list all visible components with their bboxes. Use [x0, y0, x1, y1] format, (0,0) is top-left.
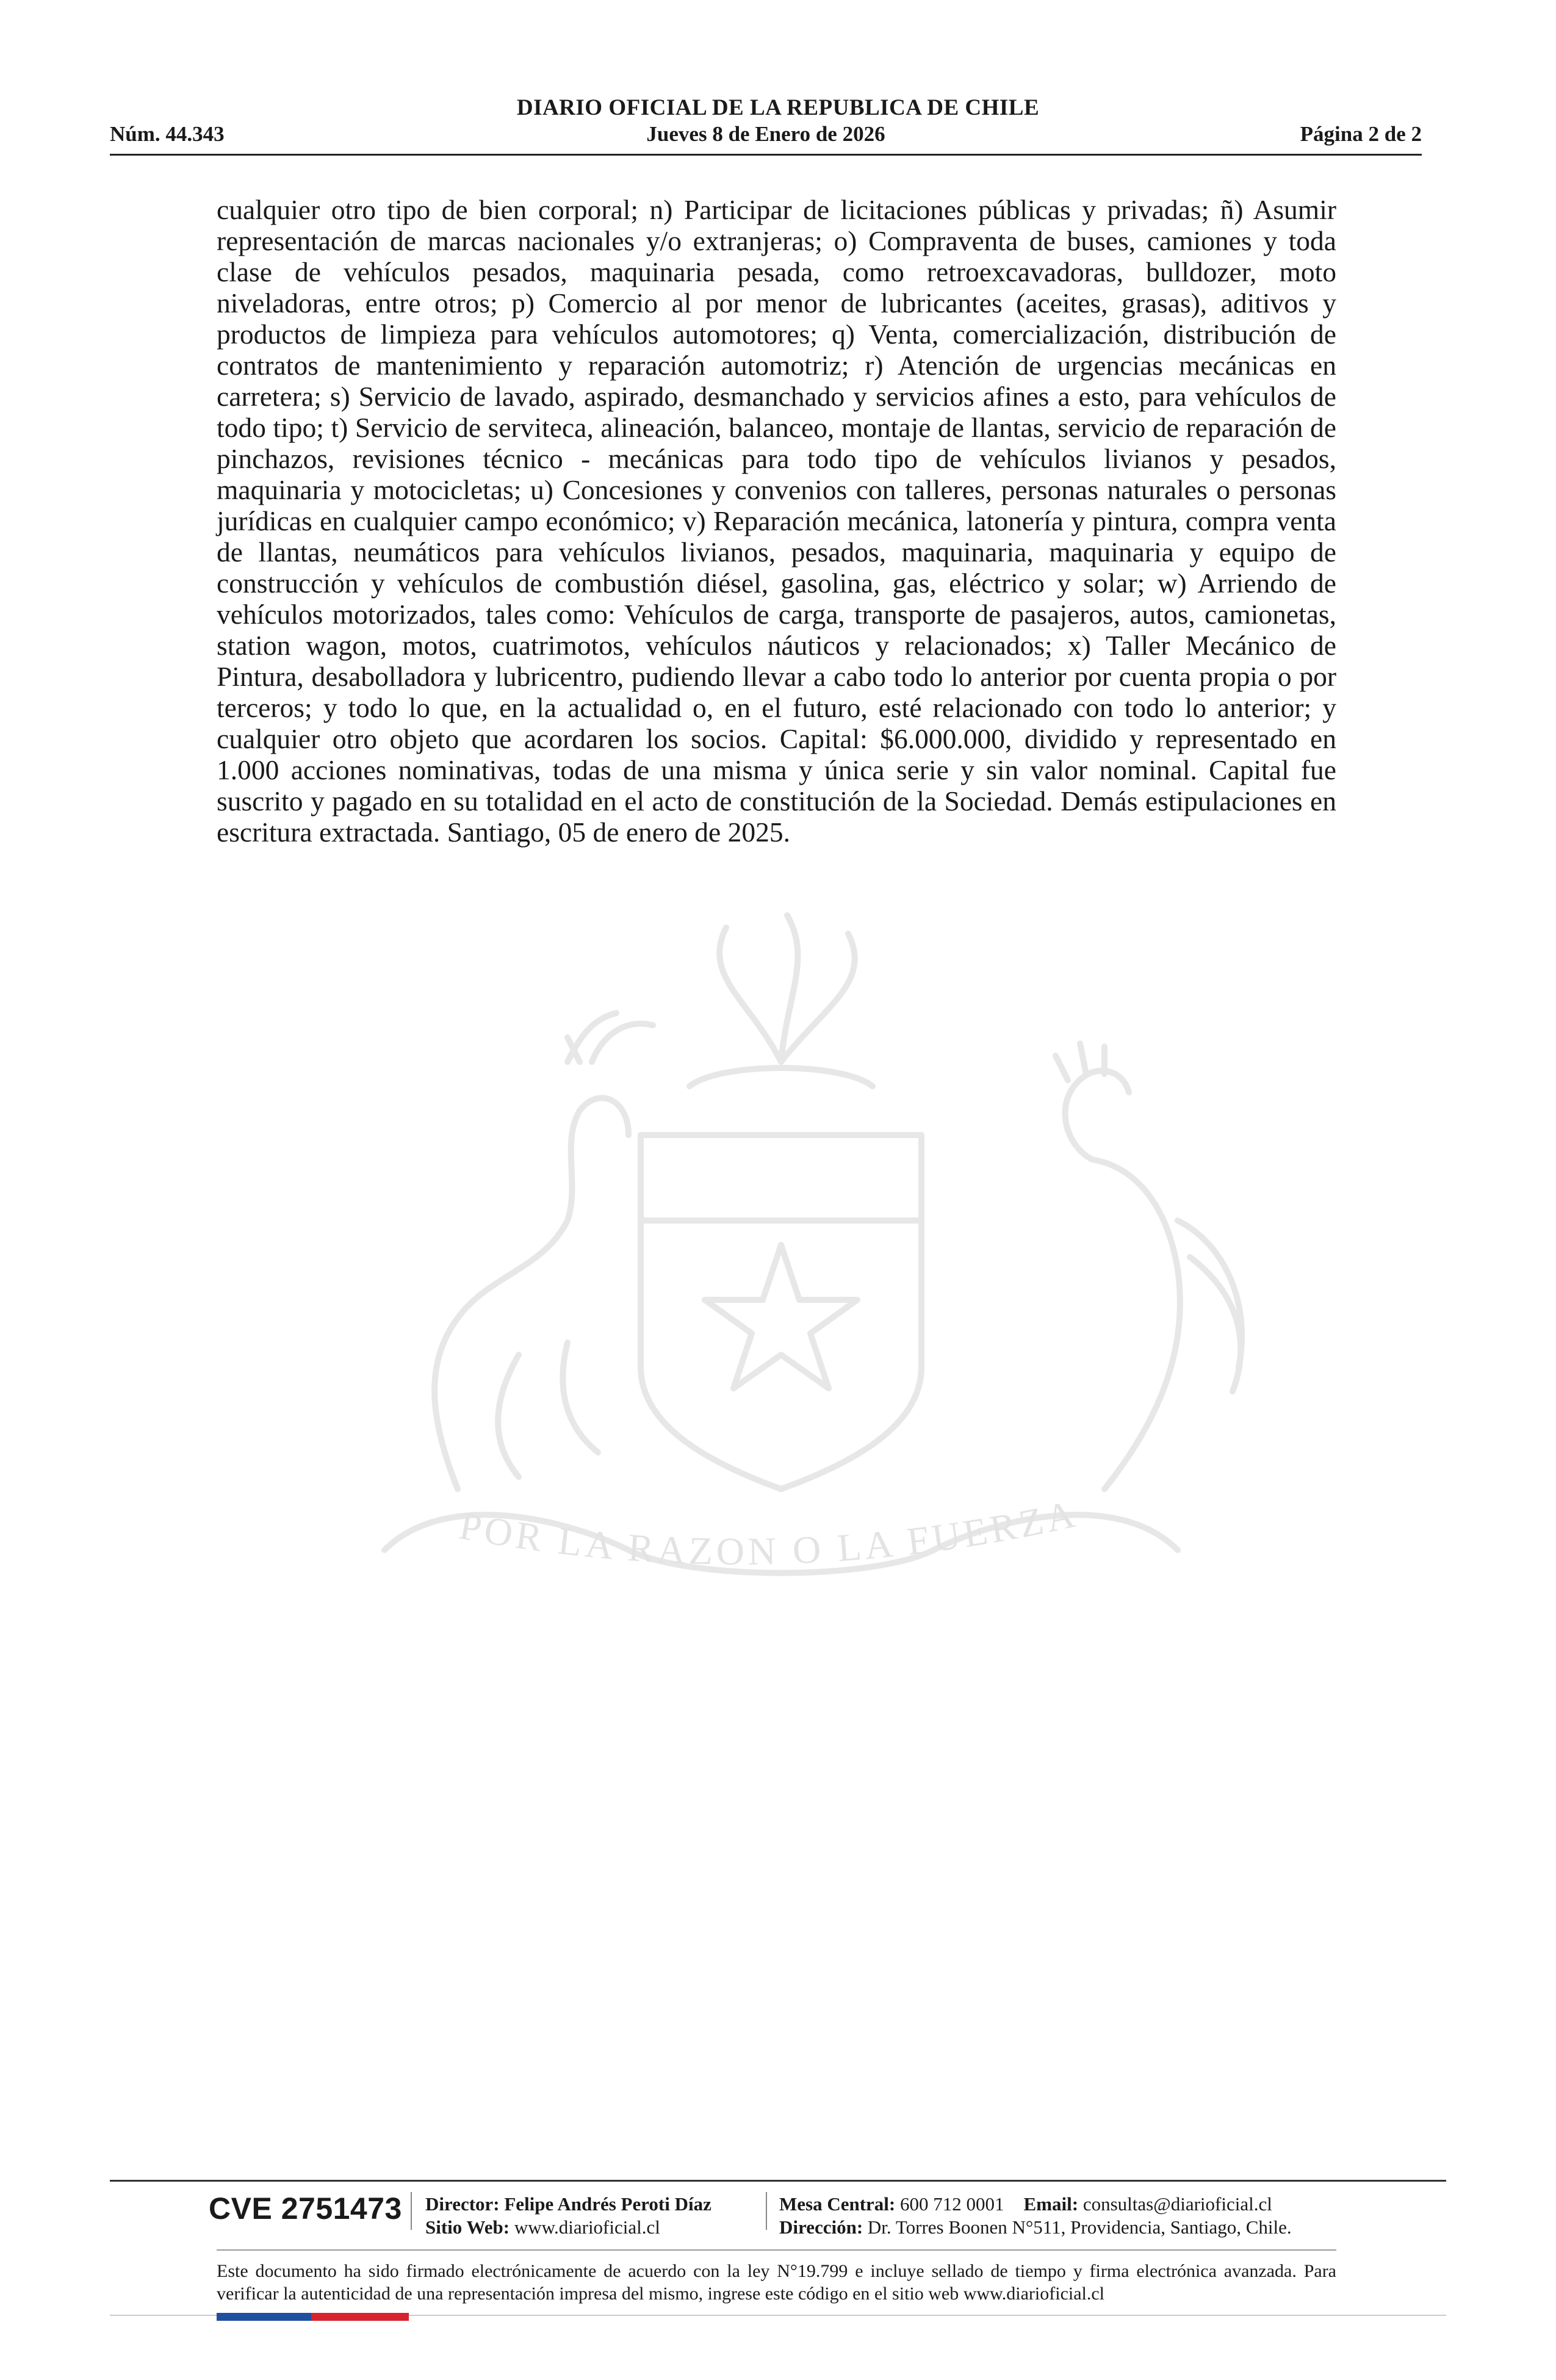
email-link[interactable]: consultas@diarioficial.cl: [1082, 2193, 1272, 2215]
article-body: cualquier otro tipo de bien corporal; n) Participar de licitaciones públicas y privadas; ñ) Asumir representación de marcas nacionales y/o extranjeras; o) Compraventa de buses, camiones y toda clase de vehículos pesados, maquinaria pesada, como retroexcavadoras, bulldozer, moto niveladoras, entre otros; p) Comercio al por menor de lubricantes (aceites, grasas), aditivos y productos de limpieza para vehículos automotores; q) Venta, comercialización, distribución de contratos de mantenimiento y reparación automotriz; r) Atención de urgencias mecánicas en carretera; s) Servicio de lavado, aspirado, desmanchado y servicios afines a esto, para vehículos de todo tipo; t) Servicio de serviteca, alineación, balanceo, montaje de llantas, servicio de reparación de pinchazos, revisiones técnico - mecánicas para todo tipo de vehículos livianos y pesados, maquinaria y motocicletas; u) Concesiones y convenios con talleres, personas naturales o personas jurídicas en cualquier campo económico; v) Reparación mecánica, latonería y pintura, compra venta de llantas, neumáticos para vehículos livianos, pesados, maquinaria, maquinaria y equipo de construcción y vehículos de combustión diésel, gasolina, gas, eléctrico y solar; w) Arriendo de vehículos motorizados, tales como: Vehículos de carga, transporte de pasajeros, autos, camionetas, station wagon, motos, cuatrimotos, vehículos náuticos y relacionados; x) Taller Mecánico de Pintura, desabolladora y lubricentro, pudiendo llevar a cabo todo lo anterior por cuenta propia o por terceros; y todo lo que, en la actualidad o, en el futuro, esté relacionado con todo lo anterior; y cualquier otro objeto que acordaren los socios. Capital: $6.000.000, dividido y representado en 1.000 acciones nominativas, todas de una misma y única serie y sin valor nominal. Capital fue suscrito y pagado en su totalidad en el acto de constitución de la Sociedad. Demás estipulaciones en escritura extractada. Santiago, 05 de enero de 2025.: [217, 194, 1336, 848]
coat-of-arms-watermark-icon: [201, 879, 1361, 1684]
website-link[interactable]: www.diarioficial.cl: [514, 2216, 660, 2238]
header-row: [110, 122, 1422, 149]
director-label: Director:: [425, 2193, 500, 2215]
footer-separator: [411, 2192, 412, 2230]
mesa-central-phone: 600 712 0001: [900, 2193, 1004, 2215]
footer-contact-block: [779, 2193, 1292, 2239]
cve-code: CVE 2751473: [209, 2191, 402, 2226]
motto-text: POR LA RAZON O LA FUERZA: [456, 1491, 1082, 1573]
footer-separator: [766, 2192, 767, 2230]
newspaper-title: DIARIO OFICIAL DE LA REPUBLICA DE CHILE: [516, 95, 1040, 120]
footer-director-block: [425, 2193, 711, 2239]
address-value: Dr. Torres Boonen N°511, Providencia, Santiago, Chile.: [867, 2216, 1292, 2238]
email-label: Email:: [1023, 2193, 1079, 2215]
website-label: Sitio Web:: [425, 2216, 510, 2238]
legal-notice: Este documento ha sido firmado electrónicamente de acuerdo con la ley N°19.799 e incluye sellado de tiempo y firma electrónica avanzada. Para verificar la autenticidad de una representación impresa del mismo, ingrese este código en el sitio web www.diarioficial.cl: [217, 2261, 1336, 2304]
footer-divider: [110, 2180, 1446, 2182]
address-label: Dirección:: [779, 2216, 863, 2238]
issue-date: Jueves 8 de Enero de 2026: [646, 122, 885, 146]
footer-inner-divider: [217, 2249, 1336, 2251]
flag-stripe-red: [311, 2313, 409, 2321]
flag-stripe-blue: [217, 2313, 311, 2321]
director-name: Felipe Andrés Peroti Díaz: [504, 2193, 711, 2215]
issue-number: Núm. 44.343: [110, 122, 225, 146]
page-number: Página 2 de 2: [1300, 122, 1422, 146]
mesa-central-label: Mesa Central:: [779, 2193, 896, 2215]
svg-text:POR LA RAZON O LA FUERZA: [456, 1491, 1082, 1573]
header-divider: [110, 154, 1422, 156]
